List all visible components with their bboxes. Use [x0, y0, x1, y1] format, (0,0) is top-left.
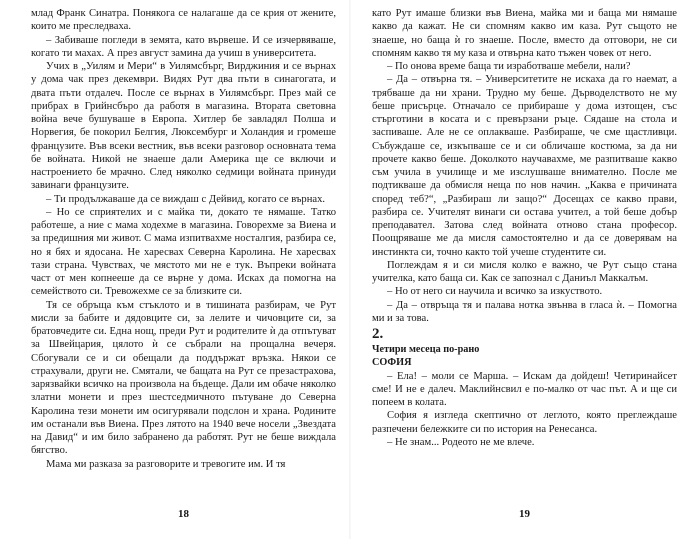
- paragraph: Поглеждам я и си мисля колко е важно, че Рут също стана учителка, като баща си. Как се запознал с Даниъл Маккалъм.: [372, 259, 677, 284]
- page-number: 19: [519, 508, 530, 520]
- paragraph: – Забиваше погледи в земята, като вървеше. И се изчервяваше, когато ти махах. А през август замина да учиш в университета.: [31, 34, 336, 59]
- section-name: СОФИЯ: [372, 357, 412, 369]
- paragraph: – Ти продължаваше да се виждаш с Дейвид, когато се върнах.: [46, 193, 326, 205]
- book-gutter: [349, 0, 351, 539]
- paragraph: като Рут имаше близки във Виена, майка ми и баща ми нямаше какво да кажат. Не си спомням какво им каза. Рут същото не знаеше, но баща ѝ го знаеше. После, вместо да отговори, не си спомням какво тя му каза и отвърна като тъжен човек от него.: [372, 8, 677, 59]
- paragraph: – Но се сприятелих и с майка ти, докато те нямаше. Татко работеше, а ние с мама ходехме в магазина. Говорехме за Виена и за предишния ми живот. С мама изпитвахме носталгия, разбира се, но я бях и ядосана. Не харесвах Северна Каролина. Не харесвах тази страна. Чувствах, че мястото ми не е тук. Въпреки войната част от мен копнееше да се върне у дома. Исках да помогна на семейството си. Тревожехме се за близките си.: [31, 206, 336, 298]
- paragraph: – Да – отвръща тя и палава нотка звънва в гласа ѝ. – Помогна ми и за това.: [372, 299, 677, 324]
- page-number: 18: [178, 508, 189, 520]
- paragraph: – Да – отвърна тя. – Университетите не искаха да го наемат, а трябваше да ни храни. Трудно му беше. Дърводелството не му беше присърце. Отначало се прибираше у дома изтощен, със стърготини в косата и с превързани ръце. Сядаше на стола и заспиваше. Але не се оплакваше. Разбираше, че сме щастливци. Събуждаше се, изкъпваше се и си обличаше костюма, за да ни прочете какво беше. Доколкото научавахме, ме разпитваше какво съм учила в училище и ме изслушваше внимателно. После ме подтикваше да обмисля неща по нов начин. „Каква е причината според теб?“, „Разбираш ли защо?“ Досещах се какво прави, разбира се. Учителят винаги си остава учител, а той беше добър преподавател. Затова след войната отново стана професор. Поощряваше ме да мисля самостоятелно и да се доверявам на инстинкта си, точно както той учеше студентите си.: [372, 74, 677, 258]
- right-page: [372, 0, 677, 539]
- paragraph: Мама ми разказа за разговорите и тревогите им. И тя: [46, 458, 286, 470]
- paragraph: Тя се обръща към стъклото и в тишината разбирам, че Рут мисли за бабите и дядовците си, за лелите и чичовците си, за братовчедите си. Една нощ, преди Рут и родителите ѝ да отпътуват за Швейцария, цялото ѝ се събрали на прощална вечеря. Сбогували се и си обещали да поддържат връзка. Някои се страхували, други не. Смятали, че бащата на Рут се презастрахова, зарязвайки всичко на произвола на бъдеще. Дали им обаче няколко златни монети и през шестседмичното пътуване до Северна Каролина тези монети им осигурявали подслон и храна. Родините им останали във Виена. През лятото на 1940 вече носели „Звездата на Давид“ и им било забранено да работят. Рут не беше виждала бягство.: [31, 299, 336, 457]
- paragraph: – По онова време баща ти изработваше мебели, нали?: [387, 61, 631, 72]
- chapter-subtitle: Четири месеца по-рано: [372, 344, 480, 355]
- paragraph: млад Франк Синатра. Понякога се налагаше да се крия от жените, които ме преследваха.: [31, 8, 336, 33]
- paragraph: – Но от него си научила и всичко за изкуството.: [387, 286, 603, 298]
- right-page-text: [372, 7, 677, 449]
- paragraph: – Ела! – моли се Марша. – Искам да дойдеш! Четиринайсет сме! И не е далеч. Маклийнсвил е по-малко от час път. А и ще си попеем в колата.: [372, 370, 677, 408]
- paragraph: Учих в „Уилям и Мери“ в Уилямсбърг, Вирджиния и се върнах у дома чак през декември. Видях Рут два пъти в синагогата, и двата пъти отдалеч. После се върнах в Уилямсбърг. През май се прибрах в Грийнсбъро да работя в магазина. Втората световна война вече бушуваше в Европа. Хитлер бе завладял Полша и Норвегия, бе покорил Белгия, Люксембург и Холандия и громеше французите. Във всеки вестник, във всеки разговор основната тема бе войната. Никой не знаеше дали Америка ще се включи и настроението бе мрачно. След няколко седмици войната принуди завинаги французите.: [31, 61, 336, 192]
- left-page: [31, 0, 336, 539]
- left-page-text: [31, 7, 336, 471]
- paragraph: София я изгледа скептично от леглото, която преглеждаше разпечени бележките си по история на Ренесанса.: [372, 410, 677, 435]
- paragraph: – Не знам... Родеото не ме влече.: [387, 436, 535, 448]
- chapter-number: 2.: [372, 326, 384, 342]
